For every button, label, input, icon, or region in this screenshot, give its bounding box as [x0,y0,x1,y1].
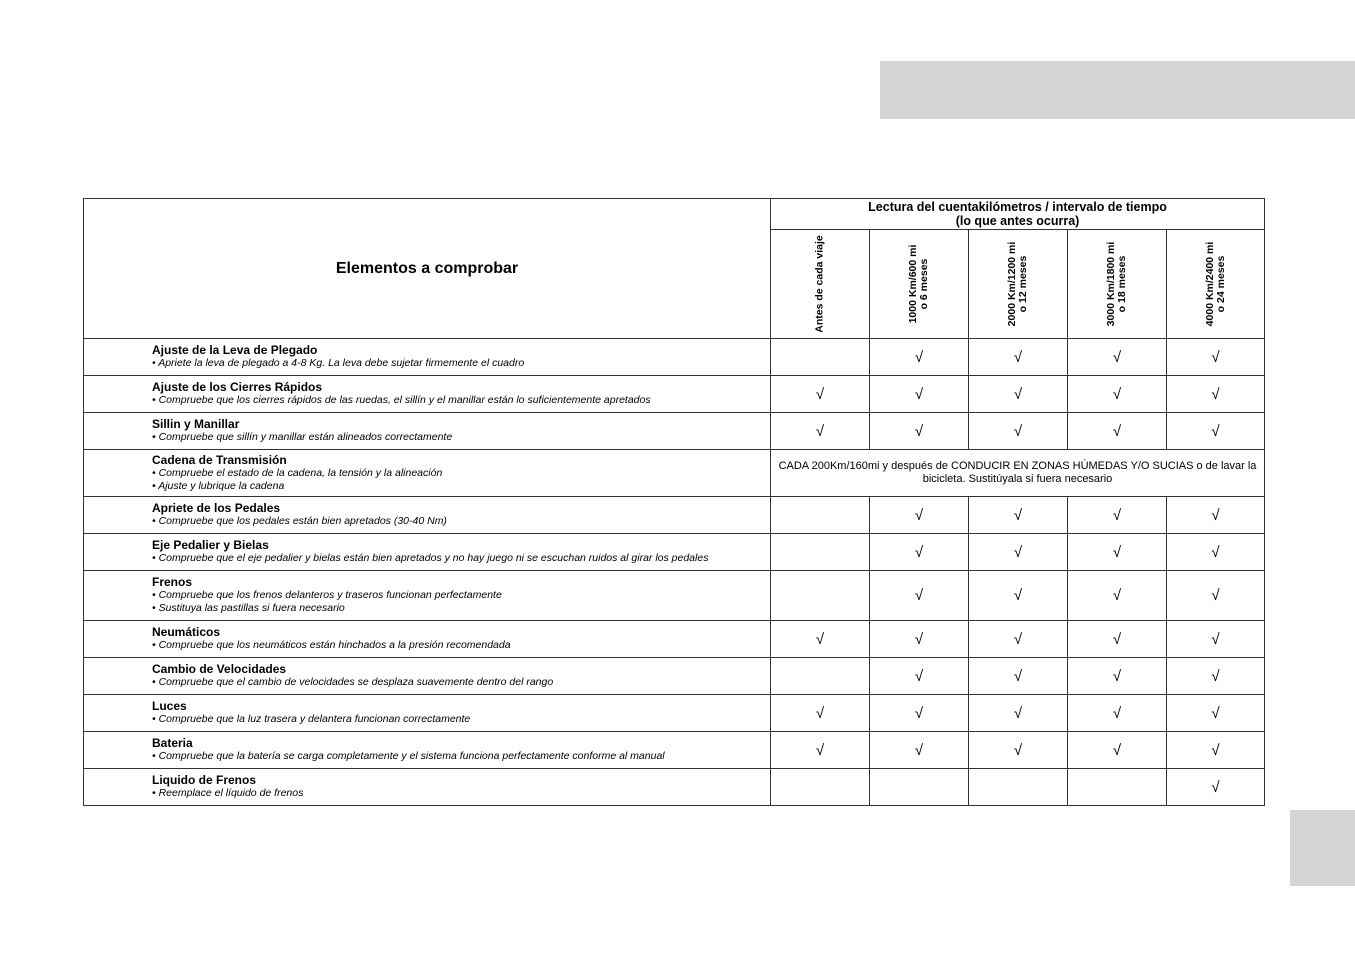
item-cell [84,658,771,695]
item-title: Bateria [152,736,193,750]
table-row [84,695,1265,732]
check-mark: √ [870,534,969,571]
check-mark: √ [1167,769,1265,806]
check-mark: √ [1068,413,1167,450]
page-edge-tab [1290,810,1355,886]
check-mark: √ [1167,376,1265,413]
item-note: • Compruebe que los frenos delanteros y traseros funcionan perfectamente [152,589,502,601]
item-cell [84,339,771,376]
check-mark: √ [870,732,969,769]
empty-cell [1068,769,1167,806]
check-mark: √ [969,376,1068,413]
table-row [84,376,1265,413]
item-note: • Compruebe que la batería se carga completamente y el sistema funciona perfectamente conforme al manual [152,750,665,762]
item-cell [84,497,771,534]
reading-header-line2: (lo que antes ocurra) [955,214,1080,228]
check-mark: √ [969,695,1068,732]
interval-sublabel: o 6 meses [918,258,930,310]
table-row [84,621,1265,658]
check-mark: √ [1167,497,1265,534]
empty-cell [771,339,870,376]
empty-cell [870,769,969,806]
check-mark: √ [771,621,870,658]
empty-cell [969,769,1068,806]
check-mark: √ [870,695,969,732]
check-mark: √ [1167,339,1265,376]
table-row [84,732,1265,769]
items-header: Elementos a comprobar [84,199,771,339]
item-title: Neumáticos [152,625,221,639]
check-mark: √ [870,621,969,658]
check-mark: √ [1167,695,1265,732]
item-title: Frenos [152,575,193,589]
item-note: • Compruebe que sillín y manillar están alineados correctamente [152,431,453,443]
item-note: • Compruebe que la luz trasera y delantera funcionan correctamente [152,713,471,725]
check-mark: √ [1167,571,1265,621]
item-cell [84,376,771,413]
check-mark: √ [1068,571,1167,621]
item-note: • Compruebe que el cambio de velocidades se desplaza suavemente dentro del rango [152,676,554,688]
check-mark: √ [1068,732,1167,769]
check-mark: √ [1167,413,1265,450]
item-note: • Ajuste y lubrique la cadena [152,479,285,492]
header-gray-band [880,61,1355,119]
check-mark: √ [1068,376,1167,413]
item-title: Ajuste de la Leva de Plegado [152,343,318,357]
item-note: • Reemplace el líquido de frenos [152,787,304,799]
maintenance-table [83,198,1265,806]
reading-header [771,199,1265,230]
check-mark: √ [1068,621,1167,658]
check-mark: √ [771,413,870,450]
check-mark: √ [870,497,969,534]
interval-note-cell: CADA 200Km/160mi y después de CONDUCIR EN ZONAS HÚMEDAS Y/O SUCIAS o de lavar la bicicleta. Sustitúyala si fuera necesario [771,450,1265,497]
check-mark: √ [771,732,870,769]
table-row [84,450,1265,497]
item-cell [84,413,771,450]
item-title: Sillin y Manillar [152,417,240,431]
check-mark: √ [870,376,969,413]
item-title: Cadena de Transmisión [152,452,287,467]
check-mark: √ [1167,621,1265,658]
item-note: • Sustituya las pastillas si fuera necesario [152,602,345,614]
check-mark: √ [870,658,969,695]
check-mark: √ [870,339,969,376]
item-title: Apriete de los Pedales [152,501,281,515]
interval-sublabel: o 18 meses [1116,255,1128,313]
check-mark: √ [1167,732,1265,769]
check-mark: √ [771,376,870,413]
interval-sublabel: o 24 meses [1214,255,1227,313]
interval-label: Antes de cada viaje [813,235,826,333]
interval-label: 4000 Km/2400 mi [1203,241,1216,327]
table-row [84,534,1265,571]
check-mark: √ [969,534,1068,571]
item-cell [84,450,771,497]
item-cell [84,732,771,769]
empty-cell [771,769,870,806]
item-cell [84,534,771,571]
check-mark: √ [1068,534,1167,571]
item-cell [84,571,771,621]
item-note: • Compruebe que los cierres rápidos de las ruedas, el sillín y el manillar están lo suficientemente apretados [152,394,651,406]
interval-label: 2000 Km/1200 mi [1006,241,1018,327]
table-row [84,769,1265,806]
item-cell [84,695,771,732]
table-body [84,339,1265,806]
item-note: • Compruebe que los neumáticos están hinchados a la presión recomendada [152,639,511,651]
check-mark: √ [870,571,969,621]
item-title: Luces [152,699,187,713]
check-mark: √ [969,621,1068,658]
check-mark: √ [969,497,1068,534]
table-row [84,497,1265,534]
check-mark: √ [1068,658,1167,695]
table-row [84,339,1265,376]
check-mark: √ [969,571,1068,621]
reading-header-line1: Lectura del cuentakilómetros / intervalo de tiempo [868,200,1167,214]
check-mark: √ [969,732,1068,769]
check-mark: √ [870,413,969,450]
item-note: • Apriete la leva de plegado a 4-8 Kg. La leva debe sujetar firmemente el cuadro [152,357,525,369]
interval-header-4 [1167,230,1265,339]
empty-cell [771,571,870,621]
table-row [84,413,1265,450]
check-mark: √ [1068,695,1167,732]
check-mark: √ [969,658,1068,695]
interval-label: 1000 Km/600 mi [907,244,919,324]
item-title: Eje Pedalier y Bielas [152,538,269,552]
item-note: • Compruebe el estado de la cadena, la tensión y la alineación [152,466,443,479]
item-note: • Compruebe que el eje pedalier y bielas están bien apretados y no hay juego ni se escuchan ruidos al girar los pedales [152,552,709,564]
interval-label: 3000 Km/1800 mi [1105,241,1117,327]
item-cell [84,621,771,658]
interval-sublabel: o 12 meses [1017,255,1029,313]
item-title: Ajuste de los Cierres Rápidos [152,380,323,394]
check-mark: √ [969,413,1068,450]
check-mark: √ [1167,534,1265,571]
interval-header-1 [870,230,969,339]
check-mark: √ [1068,339,1167,376]
check-mark: √ [771,695,870,732]
item-cell [84,769,771,806]
item-note: • Compruebe que los pedales están bien apretados (30-40 Nm) [152,515,447,527]
interval-header-0 [771,230,870,339]
table-row [84,571,1265,621]
table-row [84,658,1265,695]
empty-cell [771,497,870,534]
empty-cell [771,658,870,695]
check-mark: √ [1068,497,1167,534]
item-title: Cambio de Velocidades [152,662,287,676]
item-title: Liquido de Frenos [152,773,256,787]
empty-cell [771,534,870,571]
check-mark: √ [969,339,1068,376]
check-mark: √ [1167,658,1265,695]
interval-header-3 [1068,230,1167,339]
interval-header-2 [969,230,1068,339]
